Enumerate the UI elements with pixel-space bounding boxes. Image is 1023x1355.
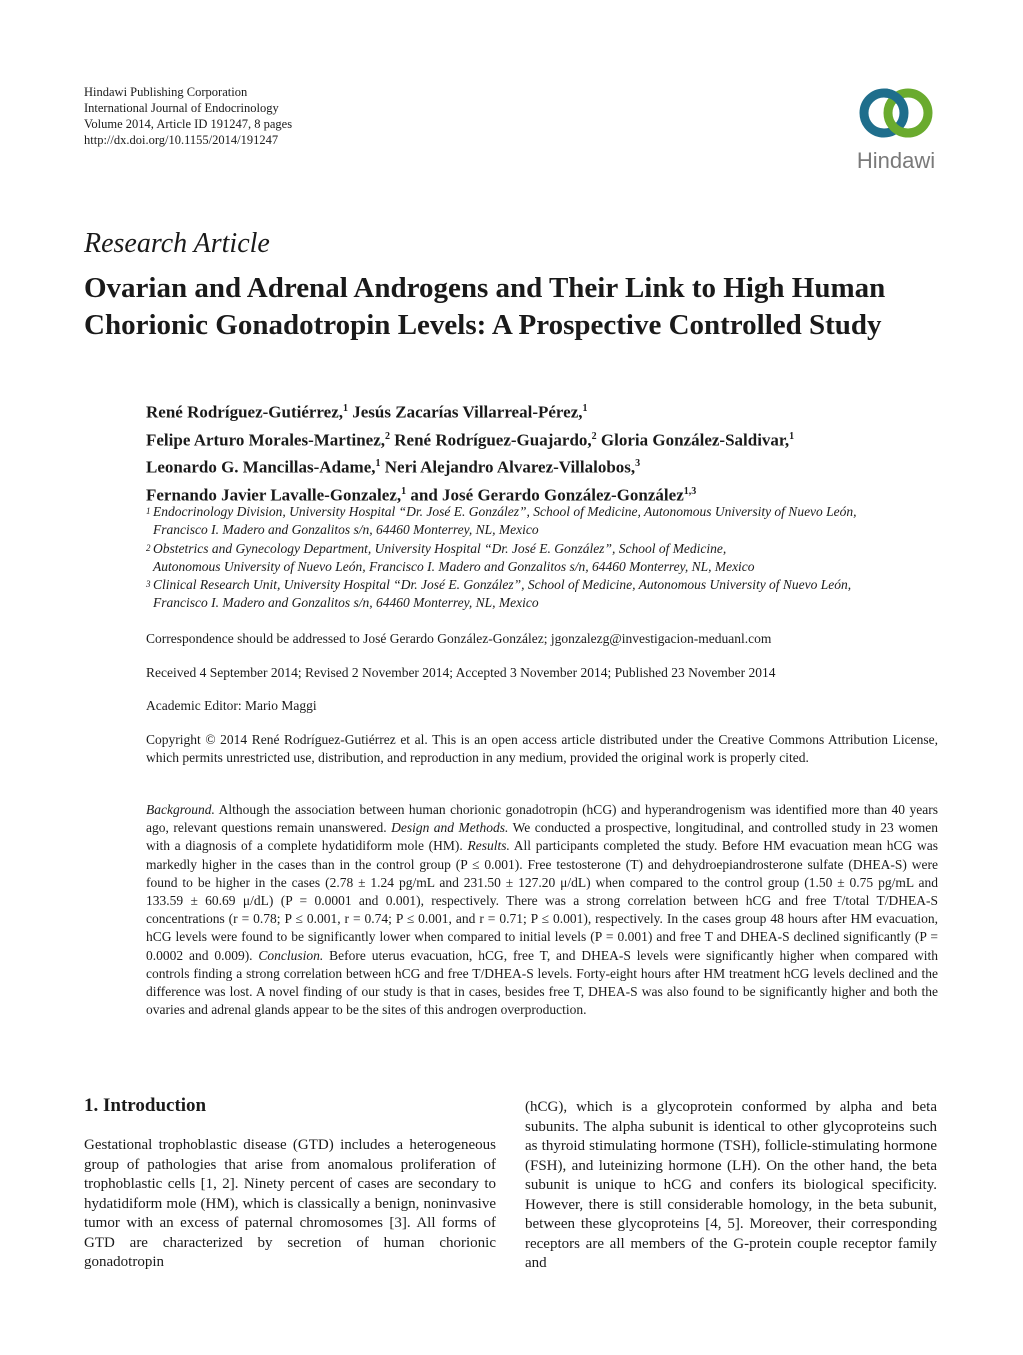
hindawi-logo — [846, 82, 946, 182]
affiliation — [146, 540, 946, 577]
affiliation-line: Francisco I. Madero and Gonzalitos s/n, 64460 Monterrey, NL, Mexico — [153, 522, 539, 538]
affiliation-line: Obstetrics and Gynecology Department, University Hospital “Dr. José E. González”, School of Medicine, — [153, 540, 727, 556]
author-name: Leonardo G. Mancillas-Adame, — [146, 457, 376, 477]
affiliation-line: Endocrinology Division, University Hospital “Dr. José E. González”, School of Medicine, Autonomous University of Nuevo León, — [153, 504, 857, 519]
author-name: Fernando Javier Lavalle-Gonzalez, — [146, 485, 402, 505]
abstract-text: All participants completed the study. Before HM evacuation mean hCG was markedly higher in the cases than in the control group (P ≤ 0.001). Free testosterone (T) and dehydroepiandrosterone sulfate (DHEA-S) were found to be higher in the cases (2.78 ± 1.24 pg/mL and 231.50 ± 127.20 μ/dL) when compared to the control group (1.50 ± 0.75 pg/mL and 133.59 ± 60.69 μ/dL) (P = 0.0001 and 0.001), respectively. There was a strong correlation between hCG and free T/total T/DHEA-S concentrations (r = 0.78; P ≤ 0.001, r = 0.74; P ≤ 0.001, and r = 0.71; P ≤ 0.001), respectively. In the cases group 48 hours after HM evacuation, hCG levels were found to be significantly lower when compared to initial levels (P = 0.001) and free T and DHEA-S declined significantly (P = 0.0002 and 0.009). — [146, 838, 938, 963]
publisher: Hindawi Publishing Corporation — [84, 85, 248, 99]
intro-left-column: Gestational trophoblastic disease (GTD) includes a heterogeneous group of pathologies that arise from anomalous proliferation of trophoblastic cells [1, 2]. Ninety percent of cases are secondary to hydatidiform mole (HM), which is classically a benign, noninvasive tumor with an excess of paternal chromosomes [3]. All forms of GTD are characterized by secretion of human chorionic gonadotropin — [84, 1137, 496, 1270]
abstract-text: Although the association between human chorionic gonadotropin (hCG) and hyperandrogenism was identified more than 40 years ago, relevant questions remain unanswered. — [146, 802, 938, 836]
author-affiliation-mark: 2 — [591, 430, 597, 442]
abstract-text: Before uterus evacuation, hCG, free T, and DHEA-S levels were significantly higher when compared with controls finding a strong correlation between hCG and free T/DHEA-S levels. Forty-eight hours after HM treatment hCG levels declined and the difference was lost. A novel finding of our study is that in cases, besides free T, DHEA-S was also found to be significantly higher and both the ovaries and adrenal glands appear to be the sites of this androgen overproduction. — [146, 947, 938, 1018]
affiliation-line: Francisco I. Madero and Gonzalitos s/n, 64460 Monterrey, NL, Mexico — [153, 595, 539, 611]
paper-title: Ovarian and Adrenal Androgens and Their Link to High Human Chorionic Gonadotropin Levels: A Prospective Controlled Study — [84, 272, 886, 341]
hindawi-rings-icon — [856, 82, 936, 144]
affiliation-list — [146, 503, 946, 613]
abstract-text: We conducted a prospective, longitudinal, and controlled study in 23 women with a diagnosis of a complete hydatidiform mole (HM). — [146, 820, 938, 854]
affiliation — [146, 576, 946, 613]
author-line — [146, 425, 946, 453]
intro-right-column: (hCG), which is a glycoprotein conformed by alpha and beta subunits. The alpha subunit is identical to other glycoproteins such as thyroid stimulating hormone (TSH), follicle-stimulating hormone (FSH), and luteinizing hormone (LH). On the other hand, the beta subunit is unique to hCG and confers its biological specificity. However, there is still considerable homology, in the beta subunit, between these glycoproteins [4, 5]. Moreover, their corresponding receptors are all members of the G-protein couple receptor family and — [525, 1099, 937, 1271]
journal-info — [84, 84, 292, 148]
abstract-label-background: Background. — [146, 802, 215, 817]
author-affiliation-mark: 1 — [343, 403, 349, 414]
section-heading-introduction: 1. Introduction — [84, 1095, 207, 1116]
author-name: Gloria González-Saldivar, — [600, 430, 790, 450]
volume-info: Volume 2014, Article ID 191247, 8 pages — [84, 117, 293, 131]
logo-text: Hindawi — [856, 148, 936, 173]
abstract-label-design: Design and Methods. — [391, 820, 509, 836]
author-affiliation-mark: 1 — [582, 403, 588, 414]
author-name: and José Gerardo González-González — [410, 485, 684, 505]
author-affiliation-mark: 1 — [789, 430, 795, 442]
affiliation-number: 2 — [146, 542, 151, 553]
author-list — [146, 397, 946, 508]
author-affiliation-mark: 3 — [635, 458, 641, 470]
author-name: Neri Alejandro Alvarez-Villalobos, — [384, 457, 636, 477]
journal-name: International Journal of Endocrinology — [84, 101, 279, 115]
academic-editor: Academic Editor: Mario Maggi — [146, 698, 317, 713]
affiliation-number: 1 — [146, 506, 151, 516]
author-name: Jesús Zacarías Villarreal-Pérez, — [352, 402, 583, 422]
author-line — [146, 452, 946, 480]
affiliation — [146, 503, 946, 540]
author-name: René Rodríguez-Guajardo, — [394, 430, 592, 450]
author-name: René Rodríguez-Gutiérrez, — [146, 402, 344, 422]
article-type: Research Article — [84, 228, 270, 259]
author-affiliation-mark: 1 — [401, 485, 407, 497]
copyright-notice: Copyright © 2014 René Rodríguez-Gutiérrez et al. This is an open access article distributed under the Creative Commons Attribution License, which permits unrestricted use, distribution, and reproduction in any medium, provided the original work is properly cited. — [146, 732, 938, 765]
abstract-label-conclusion: Conclusion. — [258, 947, 324, 963]
abstract-label-results: Results. — [467, 838, 510, 854]
author-affiliation-mark: 1 — [375, 458, 381, 470]
doi-link[interactable]: http://dx.doi.org/10.1155/2014/191247 — [84, 133, 279, 147]
affiliation-line: Clinical Research Unit, University Hospital “Dr. José E. González”, School of Medicine, Autonomous University of Nuevo León, — [153, 577, 852, 593]
publication-dates: Received 4 September 2014; Revised 2 November 2014; Accepted 3 November 2014; Published 23 November 2014 — [146, 665, 776, 680]
author-affiliation-mark: 1,3 — [683, 485, 697, 497]
abstract — [146, 801, 938, 1019]
affiliation-number: 3 — [146, 579, 151, 590]
author-line — [146, 397, 946, 425]
author-name: Felipe Arturo Morales-Martinez, — [146, 430, 386, 450]
affiliation-line: Autonomous University of Nuevo León, Francisco I. Madero and Gonzalitos s/n, 64460 Monterrey, NL, Mexico — [153, 558, 755, 574]
author-affiliation-mark: 2 — [385, 430, 391, 442]
correspondence: Correspondence should be addressed to José Gerardo González-González; jgonzalezg@investigacion-meduanl.com — [146, 631, 772, 646]
